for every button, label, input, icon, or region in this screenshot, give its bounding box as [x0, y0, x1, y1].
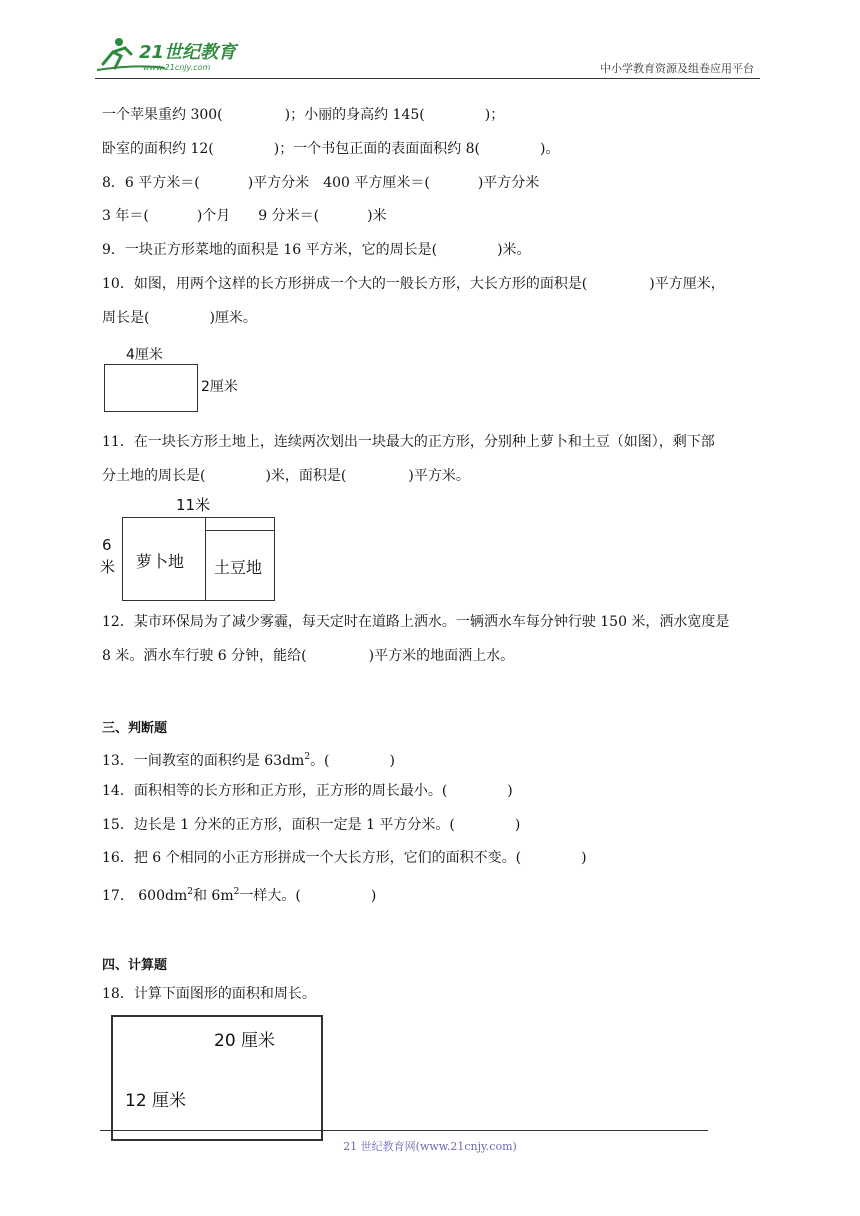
superscript: 2 [187, 887, 193, 897]
text: 10．如图，用两个这样的长方形拼成一个大的一般长方形，大长方形的面积是( [102, 276, 588, 292]
text: 周长是( [102, 310, 150, 326]
site-logo [95, 34, 265, 74]
question-7-line-2 [102, 138, 559, 160]
text: )米 [367, 208, 387, 224]
figure-width-label-unit: 米 [100, 558, 116, 576]
text: )；小丽的身高约 145( [284, 107, 425, 123]
potato-plot-label: 土豆地 [214, 558, 263, 577]
page-footer: 21 世纪教育网(www.21cnjy.com) [343, 1140, 517, 1153]
text: 3 年＝( [102, 208, 149, 224]
platform-name: 中小学教育资源及组卷应用平台 [600, 62, 754, 75]
text: ) [507, 783, 513, 799]
text: 14．面积相等的长方形和正方形，正方形的周长最小。( [102, 783, 448, 799]
figure-length-label: 20 厘米 [214, 1031, 276, 1051]
footer-divider [100, 1130, 708, 1131]
superscript: 2 [233, 887, 240, 897]
question-8-line-1 [102, 172, 539, 194]
text: 和 6m [192, 888, 234, 904]
figure-width-label: 12 厘米 [125, 1091, 187, 1111]
question-14 [102, 780, 513, 802]
text: 15．边长是 1 分米的正方形，面积一定是 1 平方分米。( [102, 817, 455, 833]
figure-rectangle [104, 364, 198, 412]
figure-length-label: 11米 [176, 496, 211, 514]
text: 18．计算下面图形的面积和周长。 [102, 986, 316, 1002]
figure-width-label: 2厘米 [201, 379, 238, 395]
figure-width-label-number: 6 [102, 536, 112, 554]
text: 17． 600dm [102, 888, 188, 904]
text: ) [581, 850, 587, 866]
section-4-heading: 四、计算题 [102, 958, 168, 973]
question-15 [102, 814, 520, 836]
text: )米，面积是( [265, 468, 347, 484]
figure-length-label: 4厘米 [126, 347, 163, 363]
superscript: 2 [304, 752, 311, 762]
text: 一个苹果重约 300( [102, 107, 223, 123]
radish-plot-label: 萝卜地 [136, 552, 185, 571]
question-16 [102, 847, 587, 869]
question-12-line-2 [102, 645, 514, 667]
text: )个月 9 分米＝( [196, 208, 320, 224]
text: )；一个书包正面的表面面积约 8( [273, 141, 481, 157]
text: )； [484, 107, 505, 123]
svg-text:www.21cnjy.com: www.21cnjy.com [143, 63, 211, 72]
question-12-line-1 [102, 611, 729, 633]
text: 9．一块正方形菜地的面积是 16 平方米，它的周长是( [102, 242, 438, 258]
text: ) [514, 817, 521, 833]
text: 16．把 6 个相同的小正方形拼成一个大长方形，它们的面积不变。( [102, 850, 522, 866]
text: 分土地的周长是( [102, 468, 206, 484]
text: ) [389, 753, 395, 769]
text: )厘米。 [209, 310, 257, 326]
question-17 [102, 881, 376, 907]
page-header [95, 30, 760, 79]
question-10-line-1 [102, 273, 725, 295]
text: 8．6 平方米＝( [102, 175, 200, 191]
question-8-line-2 [102, 205, 387, 227]
question-9 [102, 239, 531, 261]
text: )平方分米 400 平方厘米＝( [247, 175, 430, 191]
text: 8 米。洒水车行驶 6 分钟，能给( [102, 648, 307, 664]
text: 11．在一块长方形土地上，连续两次划出一块最大的正方形，分别种上萝卜和土豆（如图），剩下部 [102, 434, 715, 450]
question-13 [102, 746, 395, 772]
text: 一样大。( [239, 888, 301, 904]
text: 12．某市环保局为了减少雾霾，每天定时在道路上洒水。一辆洒水车每分钟行驶 150 米，洒水宽度是 [102, 614, 730, 630]
question-18 [102, 983, 316, 1005]
question-10-line-2 [102, 307, 257, 329]
question-11-line-1 [102, 431, 715, 453]
text: 13．一间教室的面积约是 63dm [102, 753, 305, 769]
text: 。( [310, 753, 330, 769]
text: )米。 [497, 242, 531, 258]
text: ) [370, 888, 377, 904]
text: 卧室的面积约 12( [102, 141, 214, 157]
text: )平方分米 [477, 175, 540, 191]
text: )。 [540, 141, 560, 157]
text: )平方厘米， [649, 276, 725, 292]
svg-text:21世纪教育: 21世纪教育 [139, 42, 237, 63]
question-11-line-2 [102, 465, 470, 487]
question-7-line-1 [102, 104, 504, 126]
section-3-heading: 三、判断题 [102, 721, 168, 736]
figure-divider-horizontal [205, 530, 274, 531]
text: )平方米。 [408, 468, 470, 484]
text: )平方米的地面洒上水。 [368, 648, 515, 664]
